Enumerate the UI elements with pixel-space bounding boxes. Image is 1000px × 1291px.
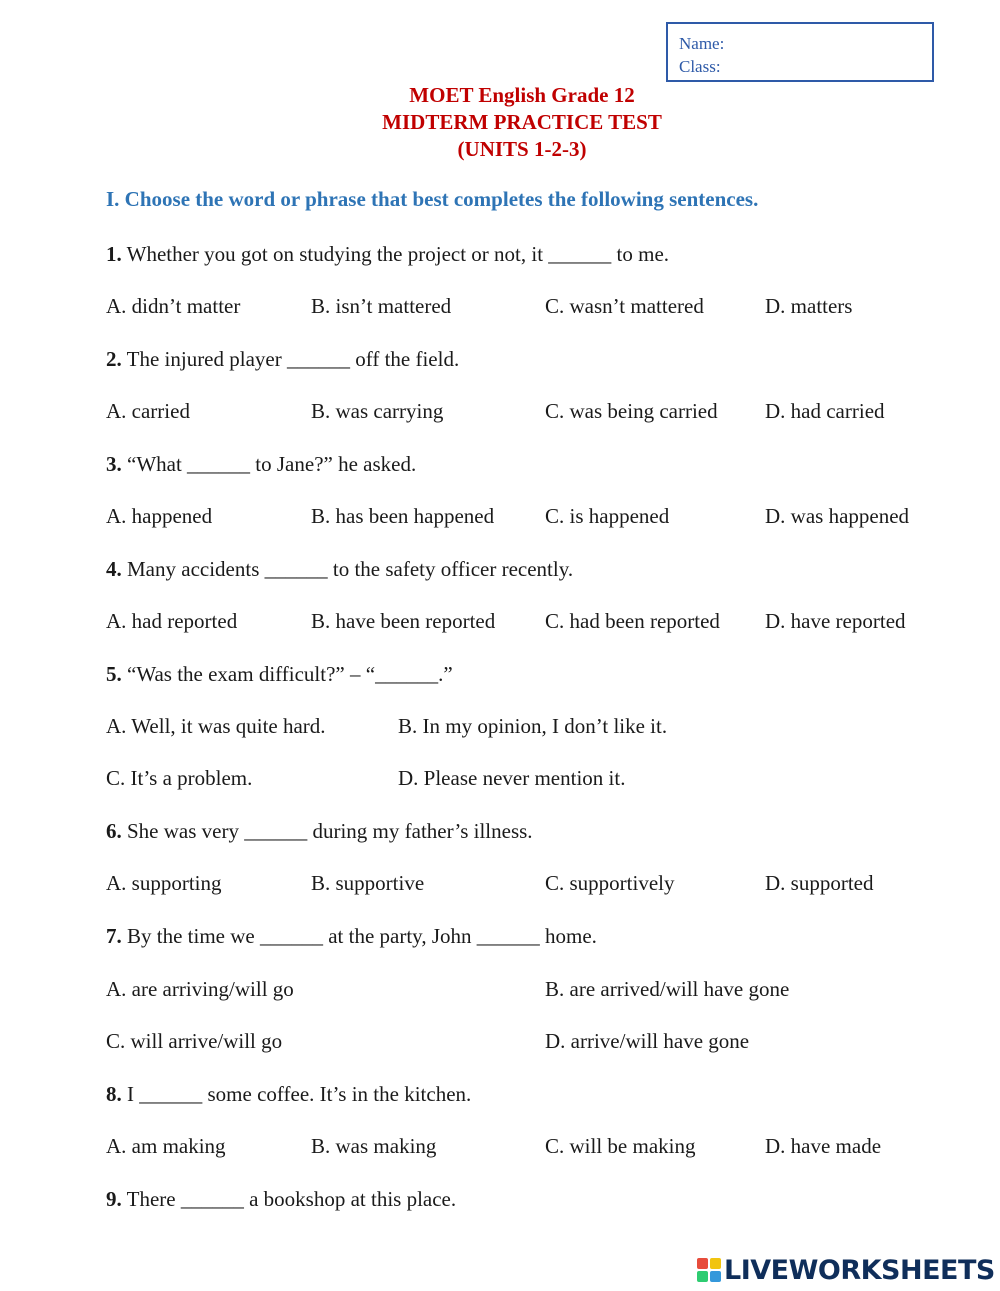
option-3a[interactable]: A. happened: [106, 504, 213, 528]
option-1c[interactable]: C. wasn’t mattered: [545, 294, 704, 318]
title-line-3: (UNITS 1-2-3): [457, 137, 587, 161]
liveworksheets-logo: [697, 1254, 995, 1286]
question-5: [106, 661, 453, 687]
option-8b[interactable]: B. was making: [311, 1134, 437, 1158]
option-4b[interactable]: B. have been reported: [311, 609, 496, 633]
option-8a[interactable]: A. am making: [106, 1134, 226, 1158]
option-7c[interactable]: C. will arrive/will go: [106, 1029, 283, 1053]
option-6b[interactable]: B. supportive: [311, 871, 425, 895]
question-number: 8.: [106, 1082, 122, 1106]
option-8d[interactable]: D. have made: [765, 1134, 882, 1158]
option-5a[interactable]: A. Well, it was quite hard.: [106, 714, 326, 738]
name-label: Name:: [679, 34, 725, 53]
option-4a[interactable]: A. had reported: [106, 609, 238, 633]
option-6d[interactable]: D. supported: [765, 871, 874, 895]
question-number: 9.: [106, 1187, 122, 1211]
title-line-1: MOET English Grade 12: [409, 83, 635, 107]
question-9: [106, 1186, 456, 1212]
question-number: 6.: [106, 819, 122, 843]
option-5c[interactable]: C. It’s a problem.: [106, 766, 253, 790]
question-text: Whether you got on studying the project or not, it ______ to me.: [121, 242, 670, 266]
option-6a[interactable]: A. supporting: [106, 871, 222, 895]
option-6c[interactable]: C. supportively: [545, 871, 675, 895]
question-7: [106, 923, 597, 949]
option-2b[interactable]: B. was carrying: [311, 399, 444, 423]
question-number: 4.: [106, 557, 122, 581]
question-4: [106, 556, 573, 582]
option-4c[interactable]: C. had been reported: [545, 609, 720, 633]
option-7a[interactable]: A. are arriving/will go: [106, 977, 294, 1001]
question-8: [106, 1081, 471, 1107]
option-1a[interactable]: A. didn’t matter: [106, 294, 241, 318]
question-3: [106, 451, 416, 477]
question-text: “Was the exam difficult?” – “______.”: [121, 662, 453, 686]
option-5d[interactable]: D. Please never mention it.: [398, 766, 626, 790]
question-text: The injured player ______ off the field.: [121, 347, 460, 371]
option-2a[interactable]: A. carried: [106, 399, 190, 423]
question-2: [106, 346, 459, 372]
option-8c[interactable]: C. will be making: [545, 1134, 696, 1158]
option-4d[interactable]: D. have reported: [765, 609, 906, 633]
title-line-2: MIDTERM PRACTICE TEST: [382, 110, 662, 134]
option-3c[interactable]: C. is happened: [545, 504, 670, 528]
question-1: [106, 241, 669, 267]
option-7b[interactable]: B. are arrived/will have gone: [545, 977, 790, 1001]
question-text: She was very ______ during my father’s illness.: [121, 819, 533, 843]
question-text: I ______ some coffee. It’s in the kitchen.: [121, 1082, 472, 1106]
option-1d[interactable]: D. matters: [765, 294, 853, 318]
title-block: [0, 82, 1000, 163]
question-number: 3.: [106, 452, 122, 476]
question-text: By the time we ______ at the party, John ______ home.: [121, 924, 597, 948]
question-number: 1.: [106, 242, 122, 266]
option-7d[interactable]: D. arrive/will have gone: [545, 1029, 750, 1053]
liveworksheets-logo-icon: [697, 1258, 721, 1282]
option-2d[interactable]: D. had carried: [765, 399, 885, 423]
section-title: I. Choose the word or phrase that best completes the following sentences.: [106, 187, 759, 211]
option-1b[interactable]: B. isn’t mattered: [311, 294, 452, 318]
option-5b[interactable]: B. In my opinion, I don’t like it.: [398, 714, 668, 738]
liveworksheets-logo-text: LIVEWORKSHEETS: [724, 1254, 995, 1286]
option-2c[interactable]: C. was being carried: [545, 399, 718, 423]
name-class-box: [666, 22, 934, 82]
option-3d[interactable]: D. was happened: [765, 504, 910, 528]
question-number: 5.: [106, 662, 122, 686]
question-number: 2.: [106, 347, 122, 371]
class-label: Class:: [679, 57, 721, 76]
question-text: Many accidents ______ to the safety officer recently.: [121, 557, 574, 581]
question-text: There ______ a bookshop at this place.: [121, 1187, 457, 1211]
question-6: [106, 818, 533, 844]
question-text: “What ______ to Jane?” he asked.: [121, 452, 417, 476]
question-number: 7.: [106, 924, 122, 948]
option-3b[interactable]: B. has been happened: [311, 504, 495, 528]
